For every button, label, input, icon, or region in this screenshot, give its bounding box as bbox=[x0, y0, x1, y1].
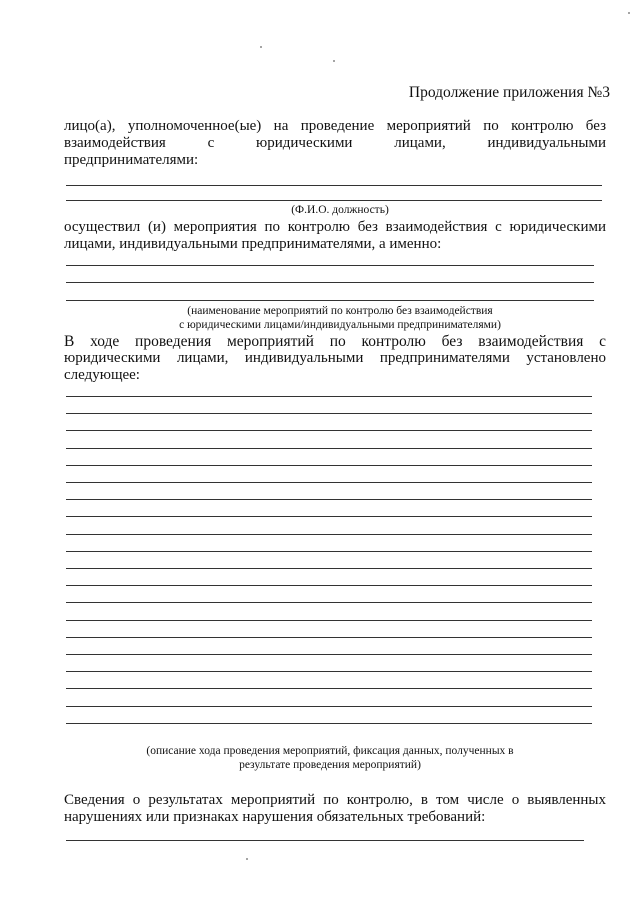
scan-speck bbox=[246, 858, 248, 860]
fill-line bbox=[66, 413, 592, 414]
fill-line bbox=[66, 185, 602, 186]
activities-caption-1: (наименование мероприятий по контролю без взаимодействия bbox=[187, 305, 493, 317]
fill-line bbox=[66, 282, 594, 283]
fill-line bbox=[66, 265, 594, 266]
fill-line bbox=[66, 396, 592, 397]
fill-line bbox=[66, 654, 592, 655]
fill-line bbox=[66, 602, 592, 603]
fill-line bbox=[66, 499, 592, 500]
description-caption-2: результате проведения мероприятий) bbox=[239, 759, 421, 771]
fill-line bbox=[66, 840, 584, 841]
fill-line bbox=[66, 568, 592, 569]
fill-line bbox=[66, 516, 592, 517]
scan-speck bbox=[260, 46, 262, 48]
scan-speck bbox=[333, 60, 335, 62]
scan-speck bbox=[628, 12, 630, 14]
authorized-person-line-3: предпринимателями: bbox=[64, 152, 199, 168]
fill-line bbox=[66, 671, 592, 672]
fill-line bbox=[66, 585, 592, 586]
activities-caption-2: с юридическими лицами/индивидуальными предпринимателями) bbox=[179, 319, 501, 331]
results-line-1: Сведения о результатах мероприятий по контролю, в том числе о выявленных bbox=[64, 792, 606, 808]
results-line-2: нарушениях или признаках нарушения обязательных требований: bbox=[64, 809, 486, 825]
fill-line bbox=[66, 620, 592, 621]
fill-line bbox=[66, 300, 594, 301]
authorized-person-line-1: лицо(а), уполномоченное(ые) на проведение мероприятий по контролю без bbox=[64, 118, 606, 134]
findings-line-1: В ходе проведения мероприятий по контролю без взаимодействия с bbox=[64, 333, 606, 350]
fill-line bbox=[66, 637, 592, 638]
page-header: Продолжение приложения №3 bbox=[408, 84, 610, 101]
findings-line-3: следующее: bbox=[64, 367, 140, 383]
fill-line bbox=[66, 551, 592, 552]
fill-line bbox=[66, 723, 592, 724]
fill-line bbox=[66, 706, 592, 707]
fill-line bbox=[66, 482, 592, 483]
fill-line bbox=[66, 430, 592, 431]
authorized-person-line-2 bbox=[64, 135, 606, 152]
fio-caption: (Ф.И.О. должность) bbox=[291, 204, 389, 216]
description-caption-1: (описание хода проведения мероприятий, фиксация данных, полученных в bbox=[146, 745, 514, 757]
findings-line-2: юридическими лицами, индивидуальными предпринимателями установлено bbox=[64, 350, 606, 366]
performed-line-2: лицами, индивидуальными предпринимателями, а именно: bbox=[64, 236, 442, 252]
fill-line bbox=[66, 688, 592, 689]
fill-line bbox=[66, 465, 592, 466]
performed-line-1: осуществил (и) мероприятия по контролю без взаимодействия с юридическими bbox=[64, 219, 606, 235]
fill-line bbox=[66, 534, 592, 535]
authorized-person-line-2-text: взаимодействия с юридическими лицами, индивидуальными bbox=[64, 135, 606, 151]
fill-line bbox=[66, 448, 592, 449]
fill-line bbox=[66, 200, 602, 201]
